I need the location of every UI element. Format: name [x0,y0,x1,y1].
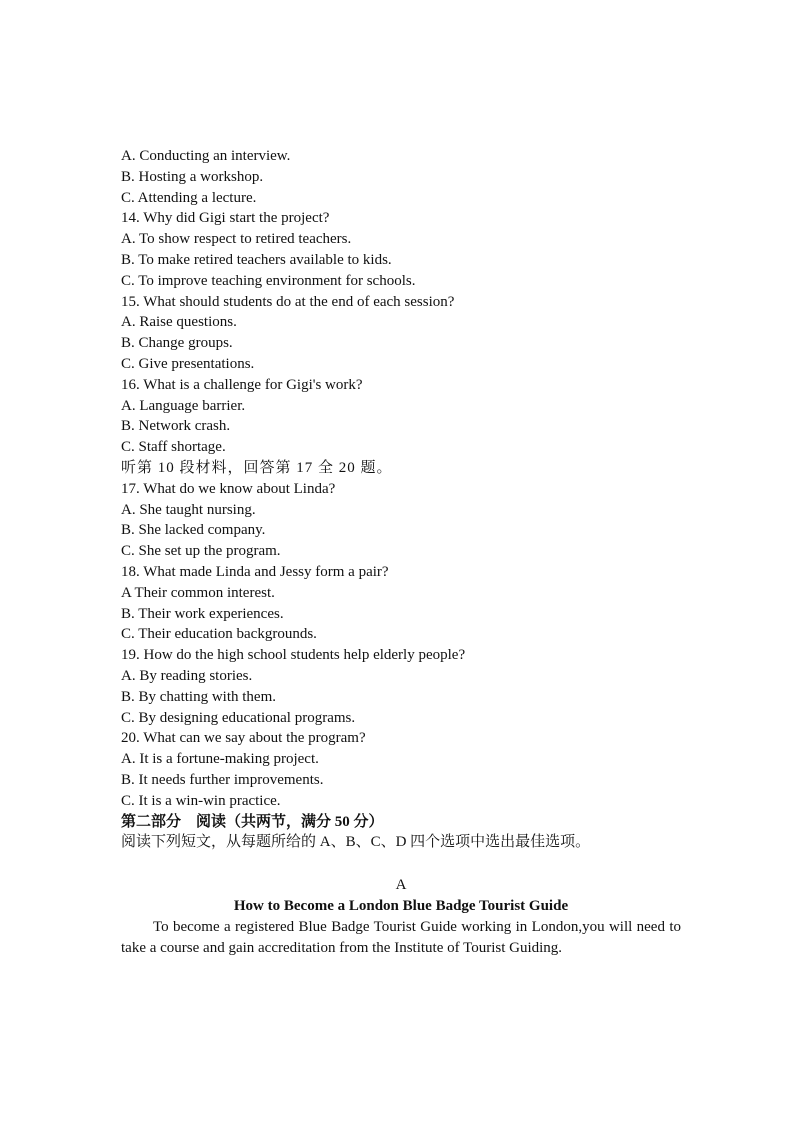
question-16: 16. What is a challenge for Gigi's work? [121,376,363,393]
option-16c: C. Staff shortage. [121,439,226,456]
option-14a: A. To show respect to retired teachers. [121,231,352,248]
option-18a: A Their common interest. [121,584,275,601]
reading-instruction: 阅读下列短文，从每题所给的 A、B、C、D 四个选项中选出最佳选项。 [121,834,591,851]
option-18c: C. Their education backgrounds. [121,626,317,643]
option-14c: C. To improve teaching environment for schools. [121,272,416,289]
question-20: 20. What can we say about the program? [121,730,366,747]
option-20c: C. It is a win-win practice. [121,792,281,809]
option-19c: C. By designing educational programs. [121,709,356,726]
option-15b: B. Change groups. [121,335,233,352]
question-17: 17. What do we know about Linda? [121,480,336,497]
option-17a: A. She taught nursing. [121,501,256,518]
option-19b: B. By chatting with them. [121,688,276,705]
passage-label: A [395,877,407,893]
option-20a: A. It is a fortune-making project. [121,751,319,768]
option-16a: A. Language barrier. [121,397,246,414]
passage-paragraph: To become a registered Blue Badge Tourist Guide working in London,you will need to take a course and gain accreditation from the Institute of Tourist Guiding. [121,919,681,956]
option-13c: C. Attending a lecture. [121,189,257,206]
question-14: 14. Why did Gigi start the project? [121,210,330,227]
option-16b: B. Network crash. [121,418,231,435]
section-heading: 第二部分 阅读（共两节，满分 50 分） [121,813,384,830]
option-14b: B. To make retired teachers available to kids. [121,251,392,268]
option-19a: A. By reading stories. [121,667,253,684]
question-15: 15. What should students do at the end of each session? [121,293,455,310]
option-20b: B. It needs further improvements. [121,771,324,788]
option-15a: A. Raise questions. [121,314,237,331]
option-17b: B. She lacked company. [121,522,266,539]
option-13a: A. Conducting an interview. [121,148,291,164]
passage-title: How to Become a London Blue Badge Tourist Guide [233,898,569,914]
question-list [121,146,681,853]
option-13b: B. Hosting a workshop. [121,168,264,185]
reading-passage [121,875,681,959]
option-17c: C. She set up the program. [121,543,281,560]
option-18b: B. Their work experiences. [121,605,284,622]
question-19: 19. How do the high school students help elderly people? [121,647,466,664]
listening-instruction: 听第 10 段材料，回答第 17 全 20 题。 [121,459,393,476]
question-18: 18. What made Linda and Jessy form a pair? [121,563,389,580]
option-15c: C. Give presentations. [121,355,255,372]
